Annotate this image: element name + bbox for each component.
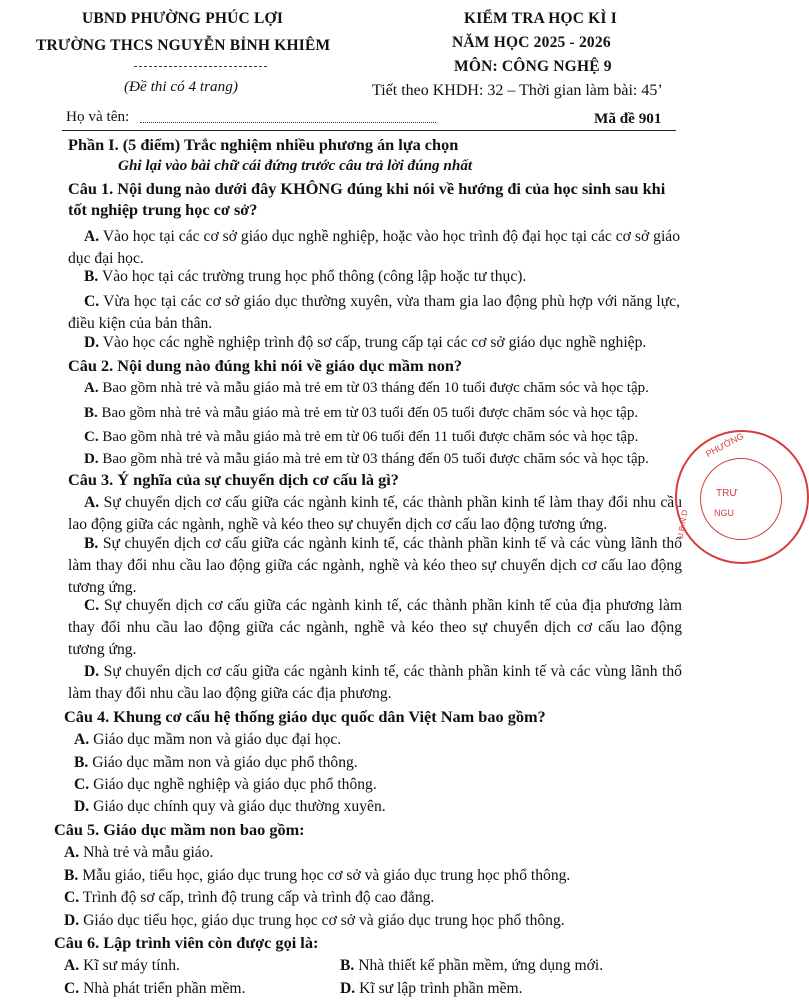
question-2-option-b[interactable] <box>84 402 694 424</box>
seal-text-left: U.B.N.D <box>675 509 690 540</box>
exam-title: KIỂM TRA HỌC KÌ I <box>464 10 617 27</box>
option-label: B. <box>340 957 355 974</box>
question-5-stem: Câu 5. Giáo dục mầm non bao gồm: <box>54 820 305 839</box>
option-label: A. <box>84 494 100 511</box>
question-1-option-a[interactable] <box>68 226 680 270</box>
option-text: Bao gồm nhà trẻ và mẫu giáo mà trẻ em từ 06 tuổi đến 11 tuổi được chăm sóc và học tập. <box>102 429 639 445</box>
question-4-option-c[interactable] <box>74 774 674 796</box>
option-text: Vào học tại các trường trung học phổ thông (công lập hoặc tư thục). <box>101 268 527 285</box>
student-name-field[interactable] <box>140 108 436 123</box>
question-1-stem: Câu 1. Nội dung nào dưới đây KHÔNG đúng khi nói về hướng đi của học sinh sau khi tốt nghiệp trung học cơ sở? <box>68 179 666 219</box>
question-6-option-a[interactable] <box>64 955 324 977</box>
option-label: A. <box>64 844 80 861</box>
option-label: D. <box>84 334 100 351</box>
subject: MÔN: CÔNG NGHỆ 9 <box>454 58 612 75</box>
question-4-option-d[interactable] <box>74 796 674 818</box>
option-label: B. <box>84 535 99 552</box>
header-rule <box>62 130 676 131</box>
option-label: A. <box>84 380 99 396</box>
option-text: Giáo dục chính quy và giáo dục thường xuyên. <box>93 798 386 815</box>
option-text: Bao gồm nhà trẻ và mẫu giáo mà trẻ em từ 03 tuổi đến 05 tuổi được chăm sóc và học tập. <box>101 405 639 421</box>
exam-code: Mã đề 901 <box>594 110 662 127</box>
option-label: B. <box>64 867 79 884</box>
option-label: B. <box>84 405 98 421</box>
question-5-option-c[interactable] <box>64 887 684 909</box>
question-5-option-b[interactable] <box>64 865 684 887</box>
option-text: Sự chuyển dịch cơ cấu giữa các ngành kinh tế, các thành phần kinh tế làm thay đổi nhu cầu lao động giữa các ngành, nghề và kéo theo sự chuyển dịch cơ cấu lao động tương ứng. <box>68 494 683 533</box>
option-text: Nhà phát triển phần mềm. <box>83 980 246 997</box>
question-3-option-b[interactable] <box>68 533 682 599</box>
question-1-option-b[interactable] <box>84 266 684 288</box>
option-label: B. <box>84 268 99 285</box>
question-5-option-d[interactable] <box>64 910 684 932</box>
option-text: Giáo dục mầm non và giáo dục phổ thông. <box>92 754 358 771</box>
option-text: Vừa học tại các cơ sở giáo dục thường xuyên, vừa tham gia lao động phù hợp với năng lực, điều kiện của bản thân. <box>68 293 680 332</box>
question-3-stem: Câu 3. Ý nghĩa của sự chuyển dịch cơ cấu là gì? <box>68 470 399 489</box>
option-label: C. <box>84 597 100 614</box>
option-label: C. <box>74 776 90 793</box>
question-2-stem: Câu 2. Nội dung nào đúng khi nói về giáo dục mầm non? <box>68 356 463 375</box>
duration-info: Tiết theo KHDH: 32 – Thời gian làm bài: 45’ <box>372 82 663 99</box>
option-label: D. <box>74 798 90 815</box>
option-label: C. <box>64 980 80 997</box>
question-6-stem: Câu 6. Lập trình viên còn được gọi là: <box>54 933 319 952</box>
option-label: D. <box>84 663 100 680</box>
question-2-option-a[interactable] <box>84 377 694 399</box>
question-6-option-d[interactable] <box>340 978 680 1000</box>
official-seal-inner-ring <box>700 458 782 540</box>
question-3-option-d[interactable] <box>68 661 682 705</box>
option-text: Trình độ sơ cấp, trình độ trung cấp và trình độ cao đẳng. <box>82 889 435 906</box>
option-label: C. <box>84 429 99 445</box>
header-divider <box>134 66 267 67</box>
option-label: D. <box>64 912 80 929</box>
option-label: A. <box>64 957 80 974</box>
question-5-option-a[interactable] <box>64 842 684 864</box>
page-count-note: (Đề thi có 4 trang) <box>124 78 238 95</box>
option-text: Sự chuyển dịch cơ cấu giữa các ngành kinh tế, các thành phần kinh tế của địa phương làm thay đổi nhu cầu lao động giữa các ngành, nghề và kéo theo sự chuyển dịch cơ cấu lao động tương ứng. <box>68 597 682 658</box>
option-text: Bao gồm nhà trẻ và mẫu giáo mà trẻ em từ 03 tháng đến 05 tuổi được chăm sóc và học tập. <box>102 451 649 467</box>
seal-text-top: PHƯỜNG <box>704 430 746 460</box>
section-title: Phần I. (5 điểm) Trắc nghiệm nhiều phương án lựa chọn <box>68 135 459 154</box>
question-2-option-d[interactable] <box>84 448 699 470</box>
option-text: Nhà thiết kế phần mềm, ứng dụng mới. <box>358 957 604 974</box>
option-text: Kĩ sư lập trình phần mềm. <box>359 980 523 997</box>
option-text: Mẫu giáo, tiểu học, giáo dục trung học cơ sở và giáo dục trung học phổ thông. <box>82 867 571 884</box>
option-label: A. <box>74 731 90 748</box>
option-text: Sự chuyển dịch cơ cấu giữa các ngành kinh tế, các thành phần kinh tế và các vùng lãnh thổ làm thay đổi nhu cầu lao động giữa các ngành, nghề và kéo theo sự chuyển dịch cơ cấu lao động tương ứng. <box>68 535 682 596</box>
option-label: C. <box>64 889 80 906</box>
authority-name: UBND PHƯỜNG PHÚC LỢI <box>82 10 284 27</box>
question-4-option-b[interactable] <box>74 752 674 774</box>
seal-text-mid2: NGU <box>714 508 734 518</box>
option-label: B. <box>74 754 89 771</box>
question-1-option-c[interactable] <box>68 291 680 335</box>
section-instruction: Ghi lại vào bài chữ cái đứng trước câu trả lời đúng nhất <box>118 157 473 174</box>
option-text: Kĩ sư máy tính. <box>83 957 180 974</box>
option-text: Giáo dục tiểu học, giáo dục trung học cơ sở và giáo dục trung học phổ thông. <box>83 912 565 929</box>
question-3-option-c[interactable] <box>68 595 682 661</box>
school-year: NĂM HỌC 2025 - 2026 <box>452 34 611 51</box>
option-text: Nhà trẻ và mẫu giáo. <box>83 844 214 861</box>
question-4-stem: Câu 4. Khung cơ cấu hệ thống giáo dục quốc dân Việt Nam bao gồm? <box>64 707 546 726</box>
question-6-option-b[interactable] <box>340 955 680 977</box>
option-label: A. <box>84 228 100 245</box>
student-name-label: Họ và tên: <box>66 108 130 125</box>
question-4-option-a[interactable] <box>74 729 674 751</box>
option-label: D. <box>340 980 356 997</box>
question-6-option-c[interactable] <box>64 978 324 1000</box>
question-1-option-d[interactable] <box>84 332 684 354</box>
option-text: Vào học các nghề nghiệp trình độ sơ cấp, trung cấp tại các cơ sở giáo dục nghề nghiệp. <box>102 334 647 351</box>
option-text: Vào học tại các cơ sở giáo dục nghề nghiệp, hoặc vào học trình độ đại học tại các cơ sở giáo dục đại học. <box>68 228 681 267</box>
option-label: D. <box>84 451 99 467</box>
school-name: TRƯỜNG THCS NGUYỄN BỈNH KHIÊM <box>36 37 331 54</box>
option-label: C. <box>84 293 100 310</box>
seal-text-mid1: TRƯ <box>716 488 738 499</box>
option-text: Giáo dục mầm non và giáo dục đại học. <box>93 731 342 748</box>
question-2-option-c[interactable] <box>84 426 694 448</box>
question-3-option-a[interactable] <box>68 492 682 536</box>
option-text: Sự chuyển dịch cơ cấu giữa các ngành kinh tế, các thành phần kinh tế và các vùng lãnh thổ làm thay đổi nhu cầu lao động giữa các địa phương. <box>68 663 682 702</box>
option-text: Giáo dục nghề nghiệp và giáo dục phổ thông. <box>93 776 377 793</box>
option-text: Bao gồm nhà trẻ và mẫu giáo mà trẻ em từ 03 tháng đến 10 tuổi được chăm sóc và học tập. <box>102 380 649 396</box>
